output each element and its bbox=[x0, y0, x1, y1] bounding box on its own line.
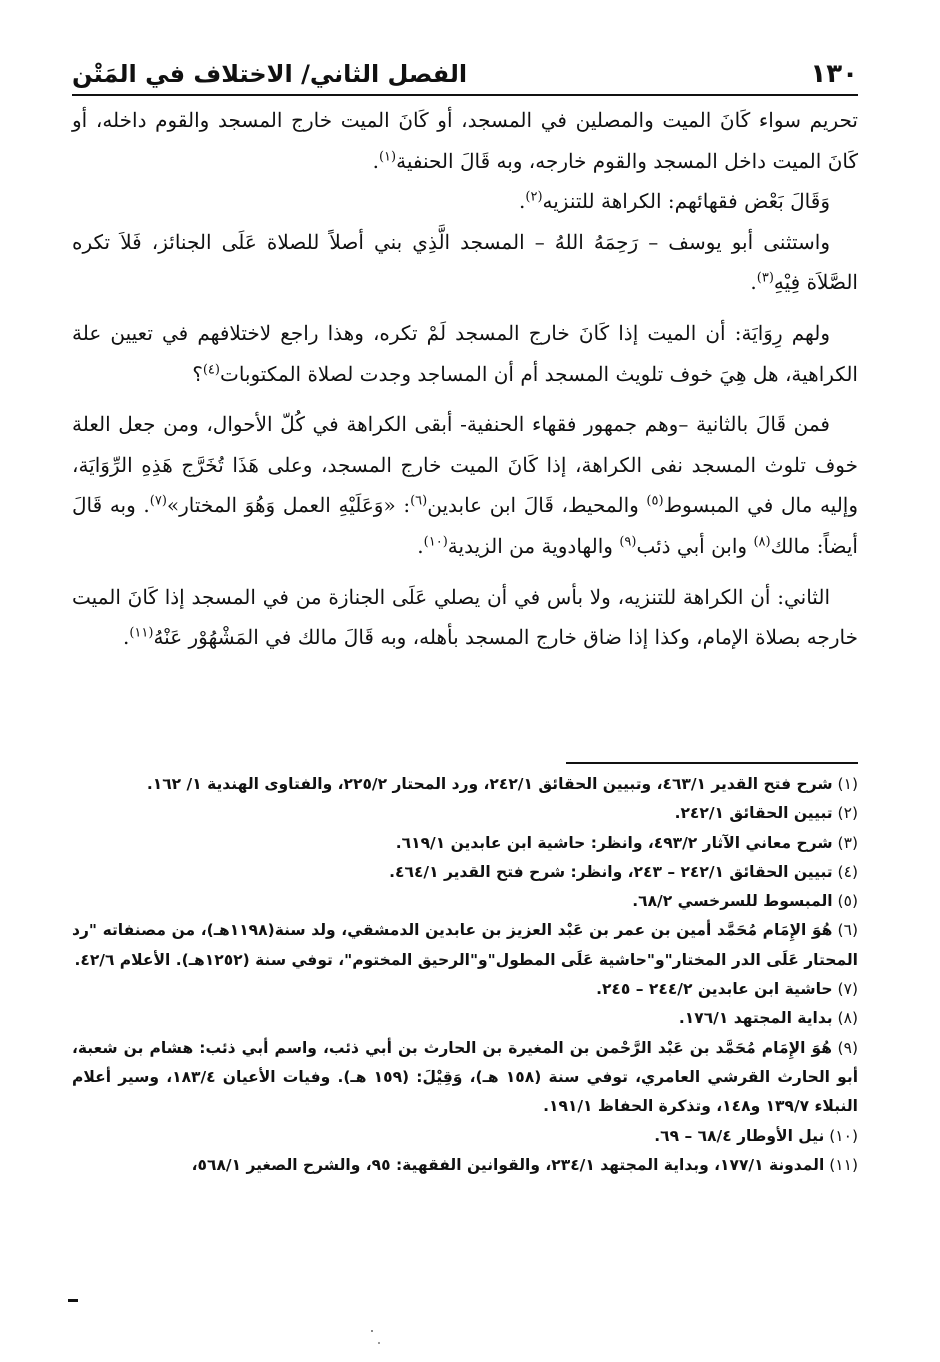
paragraph-6: الثاني: أن الكراهة للتنزيه، ولا بأس في أن يصلي عَلَى الجنازة من في المسجد إذا كَانَ الميت خارجه بصلاة الإمام، وكذا إذا ضاق خارج المسجد بأهله، وبه قَالَ مالك في المَشْهُوْر عَنْهُ$^{(١١)}$. bbox=[72, 584, 858, 650]
footnote-number: (٨) bbox=[837, 1009, 858, 1028]
footnote-number: (١٠) bbox=[829, 1126, 858, 1145]
footnote-ref: (٦) bbox=[410, 493, 428, 509]
footnote-ref: (٥) bbox=[646, 493, 664, 509]
footnote-number: (٩) bbox=[837, 1038, 858, 1057]
footnote-text: تبيين الحقائق ٢٤٢/١. bbox=[674, 804, 833, 823]
paragraph-text: وابن أبي ذئب bbox=[636, 533, 754, 558]
paragraph-text: فمن قَالَ بالثانية –وهم جمهور فقهاء الحنفية- أبقى الكراهة في كُلّ الأحوال، ومن جعل العلة خوف تلوث المسجد نفى الكراهة، إذا كَانَ الميت خارج المسجد، وعلى هَذَا تُخَرَّج هَذِهِ الرِّوَايَة، وإليه مال في المبسوط bbox=[72, 412, 859, 518]
footnote-1 bbox=[72, 770, 858, 799]
scan-speck bbox=[371, 1330, 373, 1332]
footnote-ref: (٤) bbox=[202, 361, 220, 377]
paragraph-text: الثاني: أن الكراهة للتنزيه، ولا بأس في أن يصلي عَلَى الجنازة من في المسجد إذا كَانَ الميت خارجه بصلاة الإمام، وكذا إذا ضاق خارج المسجد بأهله، وبه قَالَ مالك في المَشْهُوْر عَنْهُ bbox=[72, 584, 858, 650]
footnote-6 bbox=[72, 916, 858, 975]
footnote-ref: (٢) bbox=[525, 189, 543, 205]
paragraph-text: والمحيط، قَالَ ابن عابدين bbox=[427, 493, 647, 518]
footnote-ref: (١١) bbox=[129, 625, 154, 641]
footnote-text: حاشية ابن عابدين ٢٤٤/٢ – ٢٤٥. bbox=[596, 980, 833, 999]
scan-speck bbox=[378, 1342, 380, 1344]
paragraph-3: واستثنى أبو يوسف – رَحِمَهُ اللهُ – المسجد الَّذِي بني أصلاً للصلاة عَلَى الجنائز، فَلاَ تكره الصَّلاَة فِيْهِ$^{(٣)}$. bbox=[72, 229, 858, 295]
header-rule bbox=[72, 94, 858, 96]
paragraph-text: . وبه قَالَ أيضاً: مالك bbox=[72, 493, 858, 558]
footnote-text: هُوَ الإِمَام مُحَمَّد بن عَبْد الرَّحْمن بن المغيرة بن الحارث بن أبي ذئب، واسم أبي ذئب: هشام بن شعبة، أبو الحارث القرشي العامري، توفي سنة (١٥٨ هـ)، وَقِيْلَ: (١٥٩ هـ). وفيات الأعيان ١٨٣/٤، وسير أعلام النبلاء ١٣٩/٧ و١٤٨، وتذكرة الحفاظ ١٩١/١. bbox=[72, 1038, 859, 1116]
footnote-ref: (١) bbox=[378, 148, 397, 164]
footnote-2 bbox=[72, 799, 858, 828]
paragraph-text: تحريم سواء كَانَ الميت والمصلين في المسجد، أو كَانَ الميت خارج المسجد والقوم داخله، أو كَانَ الميت داخل المسجد والقوم خارجه، وبه قَالَ الحنفية bbox=[72, 108, 858, 173]
footnote-9 bbox=[72, 1034, 858, 1122]
footnote-8 bbox=[72, 1004, 858, 1033]
footnote-text: بداية المجتهد ١٧٦/١. bbox=[678, 1009, 833, 1028]
footnote-ref: (٧) bbox=[149, 493, 167, 509]
footnote-5 bbox=[72, 887, 858, 916]
footnote-3 bbox=[72, 829, 858, 858]
footnote-ref: (١٠) bbox=[423, 534, 448, 550]
footnote-text: شرح فتح القدير ٤٦٣/١، وتبيين الحقائق ٢٤٢/١، ورد المحتار ٢٢٥/٢، والفتاوى الهندية ١/ ١٦٢. bbox=[146, 775, 833, 793]
footnote-number: (٤) bbox=[837, 862, 858, 881]
main-text bbox=[72, 100, 858, 658]
paragraph-text: وَقَالَ بَعْض فقهائهم: الكراهة للتنزيه bbox=[542, 189, 830, 214]
footnote-number: (٧) bbox=[837, 980, 858, 999]
continuation-dash bbox=[68, 1299, 78, 1302]
footnote-number: (٦) bbox=[837, 921, 858, 940]
footnote-text: شرح معاني الآثار ٤٩٣/٢، وانظر: حاشية ابن عابدين ٦١٩/١. bbox=[395, 833, 833, 852]
footnotes bbox=[72, 770, 858, 1180]
footnote-10 bbox=[72, 1122, 858, 1151]
footnote-number: (٢) bbox=[837, 804, 858, 823]
footnote-text: المبسوط للسرخسي ٦٨/٢. bbox=[632, 892, 833, 911]
question-mark: ؟ bbox=[192, 361, 203, 386]
footnote-4 bbox=[72, 858, 858, 887]
footnote-text: هُوَ الإِمَام مُحَمَّد أمين بن عمر بن عَبْد العزيز بن عابدين الدمشقي، ولد سنة(١١٩٨هـ)، من مصنفاته "رد المحتار عَلَى الدر المختار"و"حاشية عَلَى المطول"و"الرحيق المختوم"، توفي سنة (١٢٥٢هـ). الأعلام ٤٢/٦. bbox=[72, 921, 858, 969]
footnote-text: المدونة ١٧٧/١، وبداية المجتهد ٢٣٤/١، والقوانين الفقهية: ٩٥، والشرح الصغير ٥٦٨/١، bbox=[191, 1155, 825, 1174]
footnote-7 bbox=[72, 975, 858, 1004]
quote-text: : «وَعَلَيْهِ العمل وَهُوَ المختار» bbox=[166, 493, 411, 518]
footnote-ref: (٩) bbox=[619, 534, 637, 550]
footnote-text: نيل الأوطار ٦٨/٤ – ٦٩. bbox=[654, 1126, 825, 1145]
footnote-ref: (٣) bbox=[756, 270, 774, 286]
footnote-rule bbox=[566, 762, 858, 764]
paragraph-text: واستثنى أبو يوسف – رَحِمَهُ اللهُ – المسجد الَّذِي بني أصلاً للصلاة عَلَى الجنائز، فَلاَ تكره الصَّلاَة فِيْهِ bbox=[72, 229, 858, 295]
footnote-ref: (٨) bbox=[753, 534, 771, 550]
footnote-number: (٣) bbox=[837, 833, 858, 852]
footnote-11 bbox=[72, 1151, 858, 1180]
footnote-number: (١١) bbox=[829, 1155, 858, 1174]
paragraph-2: وَقَالَ بَعْض فقهائهم: الكراهة للتنزيه$^{(٢)}$. bbox=[519, 189, 830, 214]
paragraph-text: والهادوية من الزيدية bbox=[447, 533, 620, 558]
footnote-number: (٥) bbox=[837, 892, 858, 911]
paragraph-4 bbox=[72, 313, 858, 394]
paragraph-5: فمن قَالَ بالثانية –وهم جمهور فقهاء الحنفية- أبقى الكراهة في كُلّ الأحوال، ومن جعل العلة خوف تلوث المسجد نفى الكراهة، إذا كَانَ الميت خارج المسجد، وعلى هَذَا تُخَرَّج هَذِهِ الرِّوَايَة، وإليه مال في المبسوط$^{(٥)}$ والمحيط، قَالَ ابن عابدين$^{(٦)}$: «وَعَلَيْهِ العمل وَهُوَ المختار»$^{(٧)}$. وبه قَالَ أيضاً: مالك$^{(٨)}$ وابن أبي ذئب$^{(٩)}$ والهادوية من الزيدية$^{(١٠)}$. bbox=[72, 412, 859, 558]
page-header bbox=[72, 52, 858, 92]
page-number: ١٣٠ bbox=[810, 59, 858, 89]
footnote-number: (١) bbox=[837, 775, 858, 793]
footnote-text: تبيين الحقائق ٢٤٢/١ – ٢٤٣، وانظر: شرح فتح القدير ٤٦٤/١. bbox=[389, 862, 833, 881]
paragraph-1: تحريم سواء كَانَ الميت والمصلين في المسجد، أو كَانَ الميت خارج المسجد والقوم داخله، أو كَانَ الميت داخل المسجد والقوم خارجه، وبه قَالَ الحنفية$^{(١)}$. bbox=[72, 108, 858, 173]
paragraph-text: ولهم رِوَايَة: أن الميت إذا كَانَ خارج المسجد لَمْ تكره، وهذا راجع لاختلافهم في تعيين علة الكراهية، هل هِيَ خوف تلويث المسجد أم أن المساجد وجدت لصلاة المكتوبات bbox=[72, 320, 858, 386]
running-title: الفصل الثاني/ الاختلاف في المَتْن bbox=[72, 60, 468, 88]
